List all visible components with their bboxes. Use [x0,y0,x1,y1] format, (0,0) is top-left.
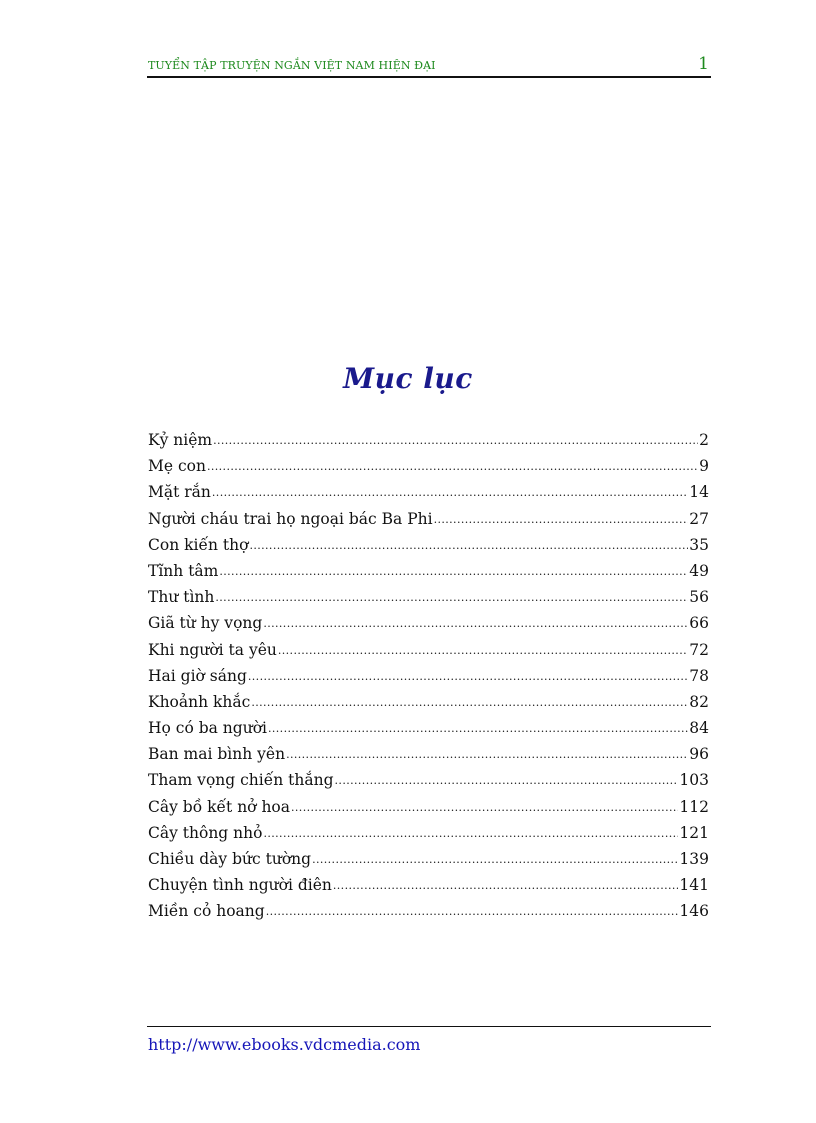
dot-leader [278,640,688,658]
toc-entry[interactable] [148,562,709,588]
website-link[interactable]: http://www.ebooks.vdcmedia.com [148,1035,421,1054]
toc-entry-label: Giã từ hy vọng [148,614,263,633]
footer-divider [147,1026,711,1027]
dot-leader [335,770,679,788]
dot-leader [263,823,678,841]
dot-leader [291,797,678,815]
toc-entry-page: 9 [699,457,709,476]
toc-entry-label: Miền cỏ hoang [148,902,265,921]
toc-entry-label: Tham vọng chiến thắng [148,771,334,790]
toc-entry-label: Con kiến thợ [148,535,249,554]
toc-entry[interactable] [148,614,709,640]
dot-leader [212,482,688,500]
toc-entry-page: 35 [689,535,709,554]
toc-entry-page: 84 [689,719,709,738]
toc-entry[interactable] [148,876,709,902]
dot-leader [286,744,688,762]
dot-leader [219,561,688,579]
dot-leader [263,613,688,631]
toc-entry-page: 121 [679,823,709,842]
toc-entry-page: 27 [689,509,709,528]
dot-leader [434,509,689,527]
page-number: 1 [698,54,709,74]
dot-leader [268,718,688,736]
toc-entry[interactable] [148,588,709,614]
toc-entry-label: Chuyện tình người điên [148,876,332,895]
toc-entry-page: 78 [689,666,709,685]
toc-entry[interactable] [148,667,709,693]
toc-entry[interactable] [148,745,709,771]
toc-entry-page: 103 [679,771,709,790]
toc-entry-page: 96 [689,745,709,764]
toc-entry-label: Ban mai bình yên [148,745,286,764]
toc-entry-page: 2 [699,431,709,449]
dot-leader [251,692,688,710]
toc-entry-label: Chiều dày bức tường [148,850,312,868]
toc-entry-label: Mẹ con [148,457,206,476]
toc-entry-label: Cây bồ kết nở hoa [148,797,290,816]
toc-entry[interactable] [148,798,709,824]
toc-entry-page: 49 [689,561,709,580]
page-header [147,52,711,78]
dot-leader [248,666,688,684]
toc-entry[interactable] [148,431,709,457]
toc-entry-page: 146 [679,902,709,921]
toc-entry[interactable] [148,693,709,719]
table-of-contents [148,431,709,929]
toc-entry[interactable] [148,483,709,509]
dot-leader [312,849,678,867]
toc-entry[interactable] [148,850,709,876]
toc-entry-page: 56 [689,588,709,607]
toc-entry-label: Họ có ba người [148,719,267,738]
toc-entry-page: 66 [689,614,709,633]
book-title: TUYỂN TẬP TRUYỆN NGẮN VIỆT NAM HIỆN ĐẠI [148,59,436,72]
toc-entry-label: Thư tình [148,588,215,607]
toc-entry-label: Khoảnh khắc [148,692,251,711]
toc-entry-label: Mặt rắn [148,483,211,502]
dot-leader [266,901,679,919]
dot-leader [213,430,698,448]
toc-entry-page: 141 [679,876,709,895]
toc-heading: Mục lục [343,362,473,395]
toc-entry-label: Người cháu trai họ ngoại bác Ba Phi [148,509,433,528]
toc-entry[interactable] [148,457,709,483]
toc-entry[interactable] [148,510,709,536]
toc-entry[interactable] [148,902,709,928]
toc-entry-page: 14 [689,483,709,502]
toc-entry-page: 82 [689,692,709,711]
toc-entry-label: Kỷ niệm [148,431,213,449]
toc-entry-label: Khi người ta yêu [148,640,277,659]
toc-entry-label: Cây thông nhỏ [148,823,263,842]
toc-entry[interactable] [148,824,709,850]
toc-entry[interactable] [148,536,709,562]
toc-entry[interactable] [148,771,709,797]
dot-leader [207,456,698,474]
toc-entry[interactable] [148,719,709,745]
toc-entry-page: 139 [679,850,709,868]
toc-entry-page: 112 [679,797,709,816]
dot-leader [215,587,688,605]
toc-entry[interactable] [148,641,709,667]
toc-entry-label: Tĩnh tâm [148,561,219,580]
toc-entry-page: 72 [689,640,709,659]
dot-leader [333,875,679,893]
dot-leader [249,535,688,553]
toc-entry-label: Hai giờ sáng [148,666,247,685]
